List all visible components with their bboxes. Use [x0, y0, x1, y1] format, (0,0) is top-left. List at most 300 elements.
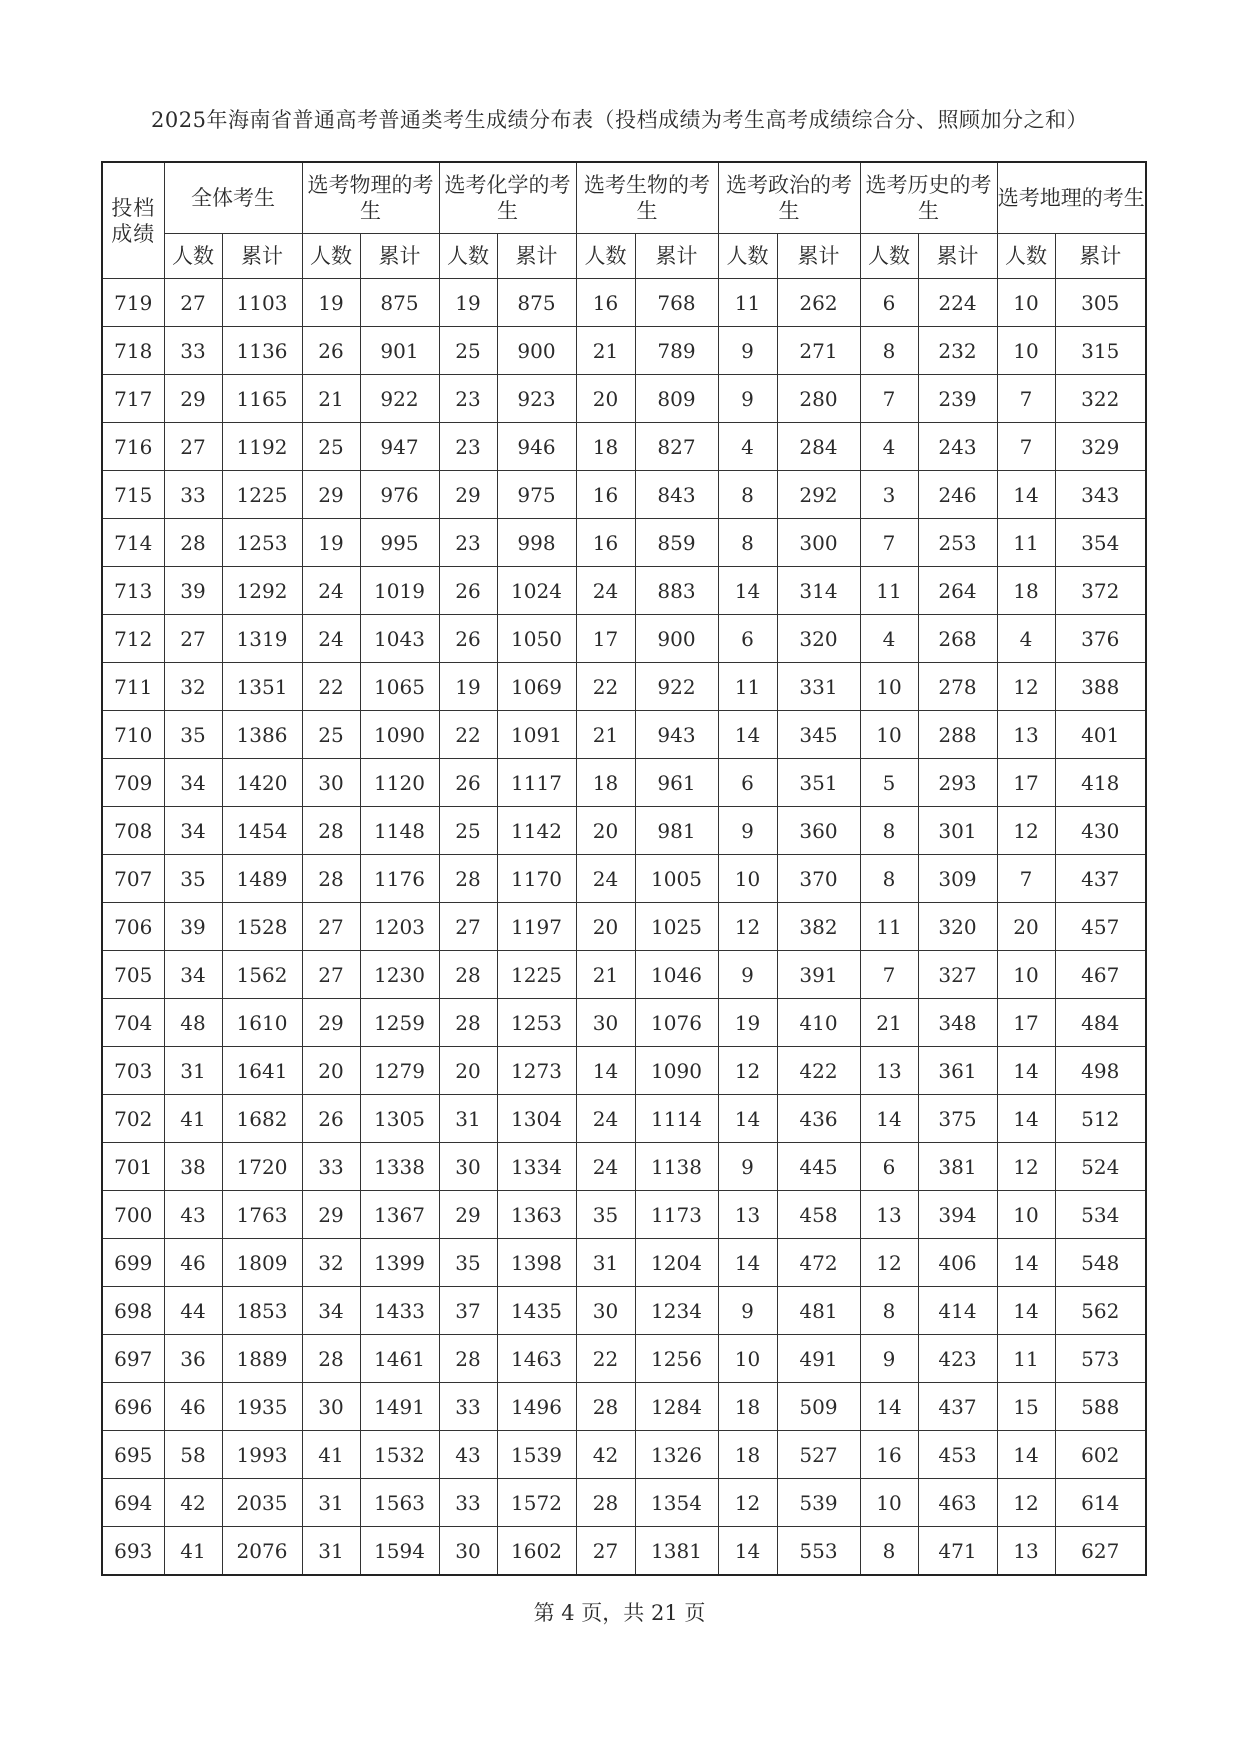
cumulative-cell: 343 — [1055, 471, 1146, 519]
cumulative-cell: 288 — [918, 711, 997, 759]
count-cell: 7 — [860, 519, 918, 567]
cumulative-cell: 875 — [360, 279, 439, 327]
cumulative-cell: 1273 — [497, 1047, 576, 1095]
cumulative-cell: 410 — [777, 999, 860, 1047]
cumulative-cell: 239 — [918, 375, 997, 423]
group-header-physics: 选考物理的考生 — [302, 162, 439, 234]
cumulative-cell: 1420 — [222, 759, 302, 807]
count-cell: 6 — [860, 1143, 918, 1191]
score-cell: 718 — [102, 327, 164, 375]
cumulative-cell: 1532 — [360, 1431, 439, 1479]
count-cell: 31 — [576, 1239, 635, 1287]
score-cell: 696 — [102, 1383, 164, 1431]
cumulative-cell: 975 — [497, 471, 576, 519]
cumulative-cell: 539 — [777, 1479, 860, 1527]
cumulative-subheader: 累计 — [222, 234, 302, 279]
count-cell: 7 — [860, 951, 918, 999]
cumulative-cell: 481 — [777, 1287, 860, 1335]
cumulative-cell: 246 — [918, 471, 997, 519]
count-cell: 41 — [302, 1431, 360, 1479]
cumulative-cell: 1065 — [360, 663, 439, 711]
cumulative-cell: 300 — [777, 519, 860, 567]
cumulative-cell: 2076 — [222, 1527, 302, 1576]
table-row — [102, 471, 1146, 519]
count-cell: 30 — [576, 1287, 635, 1335]
count-cell: 14 — [718, 1527, 777, 1576]
cumulative-cell: 1496 — [497, 1383, 576, 1431]
cumulative-cell: 437 — [918, 1383, 997, 1431]
cumulative-cell: 1256 — [635, 1335, 718, 1383]
cumulative-cell: 1602 — [497, 1527, 576, 1576]
count-cell: 30 — [439, 1527, 497, 1576]
cumulative-cell: 430 — [1055, 807, 1146, 855]
score-cell: 697 — [102, 1335, 164, 1383]
cumulative-cell: 268 — [918, 615, 997, 663]
table-row — [102, 1383, 1146, 1431]
count-cell: 28 — [576, 1383, 635, 1431]
table-row — [102, 1191, 1146, 1239]
count-cell: 23 — [439, 423, 497, 471]
count-cell: 34 — [164, 759, 222, 807]
count-cell: 10 — [718, 855, 777, 903]
score-cell: 694 — [102, 1479, 164, 1527]
cumulative-cell: 301 — [918, 807, 997, 855]
cumulative-cell: 998 — [497, 519, 576, 567]
cumulative-cell: 922 — [635, 663, 718, 711]
cumulative-cell: 1142 — [497, 807, 576, 855]
table-body — [102, 279, 1146, 1576]
count-cell: 16 — [576, 471, 635, 519]
table-header-row — [102, 162, 1146, 234]
count-cell: 19 — [439, 279, 497, 327]
count-cell: 14 — [576, 1047, 635, 1095]
score-distribution-table — [101, 161, 1147, 1576]
cumulative-cell: 361 — [918, 1047, 997, 1095]
count-cell: 26 — [439, 759, 497, 807]
count-cell: 7 — [997, 855, 1055, 903]
count-cell: 27 — [302, 951, 360, 999]
count-cell: 32 — [164, 663, 222, 711]
cumulative-cell: 883 — [635, 567, 718, 615]
cumulative-cell: 1399 — [360, 1239, 439, 1287]
count-cell: 16 — [576, 519, 635, 567]
table-row — [102, 375, 1146, 423]
cumulative-cell: 1192 — [222, 423, 302, 471]
count-cell: 8 — [860, 855, 918, 903]
count-cell: 10 — [718, 1335, 777, 1383]
cumulative-cell: 1292 — [222, 567, 302, 615]
cumulative-cell: 391 — [777, 951, 860, 999]
count-cell: 30 — [439, 1143, 497, 1191]
count-cell: 25 — [302, 711, 360, 759]
cumulative-cell: 1319 — [222, 615, 302, 663]
count-cell: 35 — [164, 855, 222, 903]
count-cell: 24 — [302, 615, 360, 663]
cumulative-cell: 1103 — [222, 279, 302, 327]
cumulative-cell: 1279 — [360, 1047, 439, 1095]
count-cell: 31 — [302, 1479, 360, 1527]
count-cell: 11 — [718, 663, 777, 711]
cumulative-cell: 562 — [1055, 1287, 1146, 1335]
cumulative-cell: 271 — [777, 327, 860, 375]
cumulative-cell: 484 — [1055, 999, 1146, 1047]
cumulative-subheader: 累计 — [1055, 234, 1146, 279]
cumulative-cell: 1025 — [635, 903, 718, 951]
count-cell: 7 — [860, 375, 918, 423]
cumulative-cell: 946 — [497, 423, 576, 471]
score-cell: 716 — [102, 423, 164, 471]
cumulative-cell: 1069 — [497, 663, 576, 711]
cumulative-cell: 394 — [918, 1191, 997, 1239]
count-cell: 14 — [718, 567, 777, 615]
group-header-geography: 选考地理的考生 — [997, 162, 1146, 234]
cumulative-cell: 1117 — [497, 759, 576, 807]
count-cell: 18 — [718, 1383, 777, 1431]
cumulative-cell: 1381 — [635, 1527, 718, 1576]
group-header-chemistry: 选考化学的考生 — [439, 162, 576, 234]
cumulative-cell: 1197 — [497, 903, 576, 951]
cumulative-cell: 947 — [360, 423, 439, 471]
cumulative-cell: 381 — [918, 1143, 997, 1191]
count-cell: 29 — [439, 1191, 497, 1239]
cumulative-cell: 1253 — [497, 999, 576, 1047]
count-cell: 39 — [164, 903, 222, 951]
count-subheader: 人数 — [439, 234, 497, 279]
table-row — [102, 1287, 1146, 1335]
count-cell: 8 — [718, 519, 777, 567]
count-cell: 24 — [576, 567, 635, 615]
cumulative-cell: 1539 — [497, 1431, 576, 1479]
count-cell: 39 — [164, 567, 222, 615]
count-cell: 17 — [576, 615, 635, 663]
group-header-history: 选考历史的考生 — [860, 162, 997, 234]
count-cell: 21 — [576, 327, 635, 375]
cumulative-cell: 232 — [918, 327, 997, 375]
count-cell: 21 — [576, 711, 635, 759]
cumulative-cell: 512 — [1055, 1095, 1146, 1143]
cumulative-cell: 789 — [635, 327, 718, 375]
count-cell: 20 — [439, 1047, 497, 1095]
count-cell: 30 — [302, 1383, 360, 1431]
table-row — [102, 903, 1146, 951]
cumulative-cell: 1136 — [222, 327, 302, 375]
cumulative-cell: 527 — [777, 1431, 860, 1479]
count-subheader: 人数 — [860, 234, 918, 279]
score-cell: 703 — [102, 1047, 164, 1095]
count-cell: 14 — [997, 1431, 1055, 1479]
cumulative-cell: 1284 — [635, 1383, 718, 1431]
score-cell: 715 — [102, 471, 164, 519]
cumulative-cell: 292 — [777, 471, 860, 519]
count-cell: 35 — [576, 1191, 635, 1239]
score-cell: 711 — [102, 663, 164, 711]
cumulative-cell: 1935 — [222, 1383, 302, 1431]
cumulative-cell: 1594 — [360, 1527, 439, 1576]
count-cell: 35 — [439, 1239, 497, 1287]
cumulative-cell: 1610 — [222, 999, 302, 1047]
cumulative-cell: 1463 — [497, 1335, 576, 1383]
table-row — [102, 855, 1146, 903]
count-cell: 10 — [860, 711, 918, 759]
cumulative-cell: 327 — [918, 951, 997, 999]
score-cell: 699 — [102, 1239, 164, 1287]
count-subheader: 人数 — [164, 234, 222, 279]
count-cell: 44 — [164, 1287, 222, 1335]
cumulative-cell: 1682 — [222, 1095, 302, 1143]
cumulative-cell: 1305 — [360, 1095, 439, 1143]
page-footer: 第 4 页，共 21 页 — [533, 1601, 706, 1625]
table-row — [102, 1047, 1146, 1095]
table-subheader-row — [102, 234, 1146, 279]
cumulative-cell: 243 — [918, 423, 997, 471]
score-cell: 693 — [102, 1527, 164, 1576]
cumulative-cell: 437 — [1055, 855, 1146, 903]
cumulative-cell: 309 — [918, 855, 997, 903]
cumulative-cell: 445 — [777, 1143, 860, 1191]
count-cell: 31 — [302, 1527, 360, 1576]
cumulative-cell: 1234 — [635, 1287, 718, 1335]
cumulative-cell: 1433 — [360, 1287, 439, 1335]
count-cell: 31 — [164, 1047, 222, 1095]
count-cell: 12 — [860, 1239, 918, 1287]
cumulative-cell: 1338 — [360, 1143, 439, 1191]
count-cell: 14 — [860, 1095, 918, 1143]
count-cell: 41 — [164, 1095, 222, 1143]
score-cell: 712 — [102, 615, 164, 663]
count-cell: 28 — [164, 519, 222, 567]
score-cell: 706 — [102, 903, 164, 951]
count-subheader: 人数 — [302, 234, 360, 279]
count-cell: 4 — [997, 615, 1055, 663]
cumulative-cell: 1091 — [497, 711, 576, 759]
count-cell: 19 — [302, 279, 360, 327]
cumulative-cell: 1253 — [222, 519, 302, 567]
count-cell: 28 — [439, 1335, 497, 1383]
cumulative-cell: 458 — [777, 1191, 860, 1239]
count-cell: 9 — [718, 1143, 777, 1191]
table-row — [102, 567, 1146, 615]
count-subheader: 人数 — [997, 234, 1055, 279]
cumulative-cell: 843 — [635, 471, 718, 519]
count-cell: 33 — [302, 1143, 360, 1191]
cumulative-cell: 1165 — [222, 375, 302, 423]
count-cell: 11 — [860, 903, 918, 951]
count-cell: 58 — [164, 1431, 222, 1479]
count-cell: 22 — [302, 663, 360, 711]
cumulative-cell: 1562 — [222, 951, 302, 999]
cumulative-cell: 315 — [1055, 327, 1146, 375]
count-cell: 29 — [164, 375, 222, 423]
cumulative-cell: 1386 — [222, 711, 302, 759]
count-cell: 13 — [860, 1191, 918, 1239]
cumulative-cell: 463 — [918, 1479, 997, 1527]
cumulative-cell: 1763 — [222, 1191, 302, 1239]
count-cell: 14 — [997, 1287, 1055, 1335]
cumulative-cell: 1120 — [360, 759, 439, 807]
cumulative-cell: 1043 — [360, 615, 439, 663]
cumulative-cell: 509 — [777, 1383, 860, 1431]
count-cell: 37 — [439, 1287, 497, 1335]
cumulative-cell: 320 — [918, 903, 997, 951]
count-cell: 27 — [576, 1527, 635, 1576]
cumulative-cell: 1204 — [635, 1239, 718, 1287]
cumulative-cell: 372 — [1055, 567, 1146, 615]
table-row — [102, 327, 1146, 375]
count-cell: 14 — [997, 1239, 1055, 1287]
cumulative-cell: 345 — [777, 711, 860, 759]
count-cell: 11 — [997, 1335, 1055, 1383]
score-cell: 702 — [102, 1095, 164, 1143]
count-cell: 48 — [164, 999, 222, 1047]
count-cell: 12 — [718, 903, 777, 951]
cumulative-cell: 859 — [635, 519, 718, 567]
count-cell: 12 — [997, 1143, 1055, 1191]
count-cell: 17 — [997, 999, 1055, 1047]
cumulative-cell: 1435 — [497, 1287, 576, 1335]
count-cell: 43 — [164, 1191, 222, 1239]
cumulative-cell: 1398 — [497, 1239, 576, 1287]
count-cell: 33 — [164, 471, 222, 519]
count-cell: 9 — [718, 375, 777, 423]
cumulative-cell: 1090 — [360, 711, 439, 759]
count-cell: 22 — [439, 711, 497, 759]
count-cell: 28 — [302, 855, 360, 903]
cumulative-cell: 1563 — [360, 1479, 439, 1527]
score-cell: 705 — [102, 951, 164, 999]
cumulative-cell: 1489 — [222, 855, 302, 903]
cumulative-cell: 1259 — [360, 999, 439, 1047]
cumulative-cell: 1354 — [635, 1479, 718, 1527]
count-cell: 14 — [718, 1095, 777, 1143]
cumulative-cell: 1005 — [635, 855, 718, 903]
table-row — [102, 951, 1146, 999]
cumulative-cell: 548 — [1055, 1239, 1146, 1287]
table-row — [102, 1527, 1146, 1576]
cumulative-cell: 1170 — [497, 855, 576, 903]
cumulative-cell: 436 — [777, 1095, 860, 1143]
count-cell: 9 — [718, 807, 777, 855]
count-cell: 32 — [302, 1239, 360, 1287]
score-cell: 695 — [102, 1431, 164, 1479]
cumulative-cell: 264 — [918, 567, 997, 615]
count-cell: 4 — [860, 423, 918, 471]
score-cell: 701 — [102, 1143, 164, 1191]
cumulative-cell: 961 — [635, 759, 718, 807]
count-cell: 26 — [302, 327, 360, 375]
cumulative-cell: 1203 — [360, 903, 439, 951]
count-cell: 9 — [860, 1335, 918, 1383]
count-cell: 43 — [439, 1431, 497, 1479]
count-cell: 13 — [997, 1527, 1055, 1576]
count-cell: 33 — [439, 1383, 497, 1431]
cumulative-cell: 388 — [1055, 663, 1146, 711]
count-cell: 42 — [576, 1431, 635, 1479]
count-cell: 27 — [164, 423, 222, 471]
cumulative-cell: 351 — [777, 759, 860, 807]
cumulative-cell: 900 — [635, 615, 718, 663]
score-cell: 700 — [102, 1191, 164, 1239]
cumulative-cell: 2035 — [222, 1479, 302, 1527]
cumulative-cell: 1334 — [497, 1143, 576, 1191]
cumulative-cell: 422 — [777, 1047, 860, 1095]
count-cell: 25 — [439, 807, 497, 855]
cumulative-cell: 360 — [777, 807, 860, 855]
table-row — [102, 423, 1146, 471]
score-cell: 704 — [102, 999, 164, 1047]
score-cell: 714 — [102, 519, 164, 567]
count-cell: 13 — [860, 1047, 918, 1095]
score-cell: 709 — [102, 759, 164, 807]
cumulative-cell: 875 — [497, 279, 576, 327]
cumulative-subheader: 累计 — [918, 234, 997, 279]
count-cell: 4 — [718, 423, 777, 471]
count-cell: 28 — [302, 807, 360, 855]
count-cell: 9 — [718, 1287, 777, 1335]
count-cell: 29 — [302, 471, 360, 519]
cumulative-cell: 401 — [1055, 711, 1146, 759]
count-cell: 23 — [439, 519, 497, 567]
count-cell: 29 — [439, 471, 497, 519]
count-cell: 9 — [718, 951, 777, 999]
cumulative-cell: 329 — [1055, 423, 1146, 471]
count-cell: 9 — [718, 327, 777, 375]
count-cell: 18 — [718, 1431, 777, 1479]
cumulative-cell: 284 — [777, 423, 860, 471]
cumulative-cell: 1809 — [222, 1239, 302, 1287]
cumulative-cell: 1230 — [360, 951, 439, 999]
cumulative-cell: 901 — [360, 327, 439, 375]
score-cell: 710 — [102, 711, 164, 759]
count-cell: 10 — [997, 327, 1055, 375]
cumulative-cell: 348 — [918, 999, 997, 1047]
count-cell: 3 — [860, 471, 918, 519]
cumulative-cell: 1351 — [222, 663, 302, 711]
cumulative-cell: 1720 — [222, 1143, 302, 1191]
table-row — [102, 1143, 1146, 1191]
count-cell: 16 — [860, 1431, 918, 1479]
cumulative-cell: 1367 — [360, 1191, 439, 1239]
count-cell: 6 — [718, 759, 777, 807]
count-cell: 36 — [164, 1335, 222, 1383]
count-cell: 12 — [718, 1479, 777, 1527]
count-cell: 27 — [439, 903, 497, 951]
count-cell: 30 — [302, 759, 360, 807]
cumulative-subheader: 累计 — [497, 234, 576, 279]
cumulative-cell: 524 — [1055, 1143, 1146, 1191]
count-cell: 33 — [439, 1479, 497, 1527]
cumulative-cell: 995 — [360, 519, 439, 567]
cumulative-cell: 1641 — [222, 1047, 302, 1095]
cumulative-cell: 1454 — [222, 807, 302, 855]
count-cell: 24 — [576, 1095, 635, 1143]
cumulative-cell: 376 — [1055, 615, 1146, 663]
count-cell: 34 — [164, 807, 222, 855]
cumulative-cell: 981 — [635, 807, 718, 855]
count-cell: 22 — [576, 663, 635, 711]
count-cell: 14 — [997, 471, 1055, 519]
count-cell: 18 — [997, 567, 1055, 615]
cumulative-cell: 471 — [918, 1527, 997, 1576]
count-cell: 34 — [302, 1287, 360, 1335]
score-cell: 713 — [102, 567, 164, 615]
table-row — [102, 663, 1146, 711]
cumulative-cell: 809 — [635, 375, 718, 423]
count-cell: 14 — [718, 711, 777, 759]
count-cell: 38 — [164, 1143, 222, 1191]
cumulative-cell: 827 — [635, 423, 718, 471]
count-cell: 19 — [718, 999, 777, 1047]
cumulative-cell: 1993 — [222, 1431, 302, 1479]
